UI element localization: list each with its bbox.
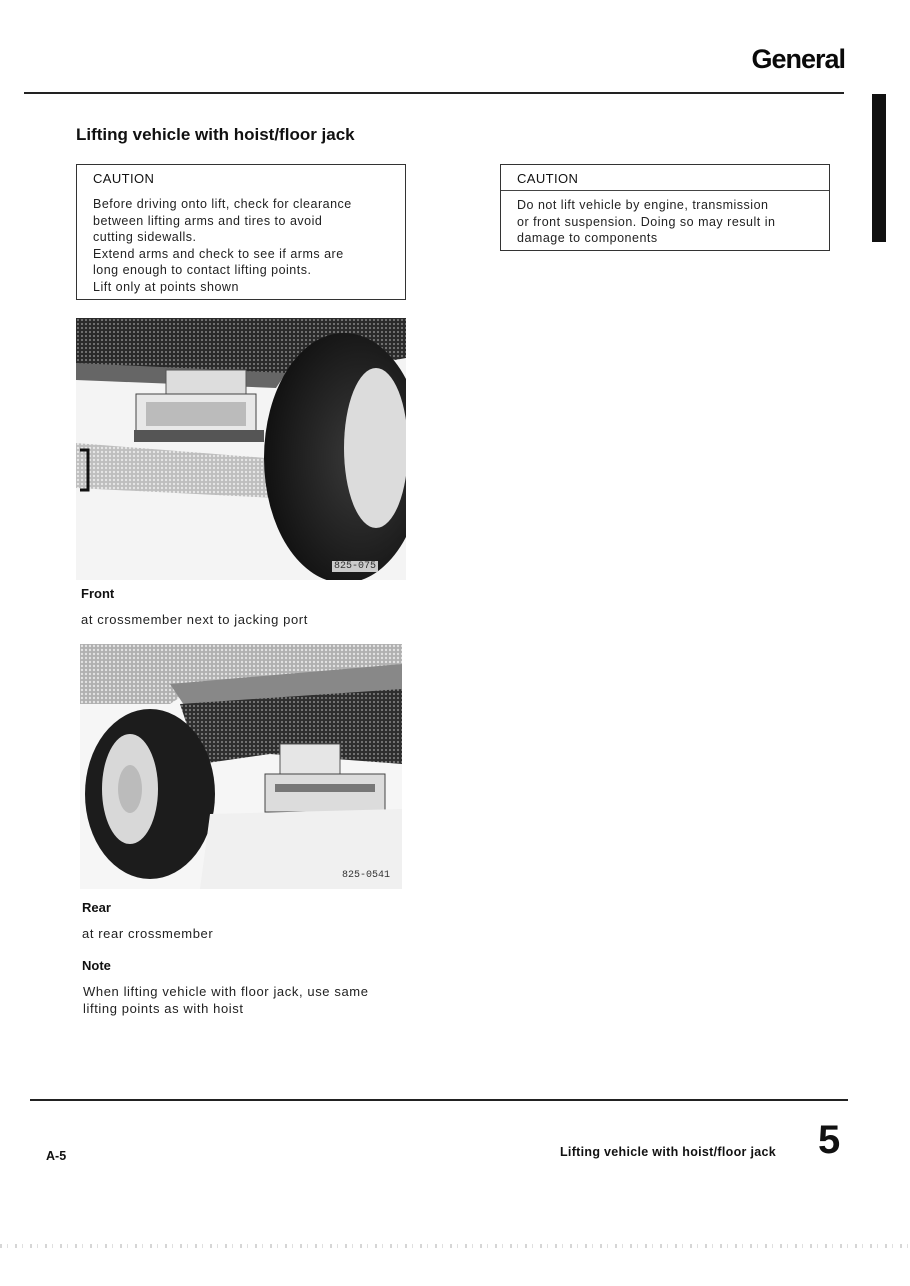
caution-line: cutting sidewalls. [93,230,197,245]
rear-caption-text: at rear crossmember [82,926,214,941]
caution-box-lifting [76,164,406,300]
rear-photo-code: 825-0541 [342,870,391,881]
caution-heading: CAUTION [501,165,829,191]
caution-body [501,191,829,251]
rear-photo-illustration [80,644,402,889]
note-title: Note [82,958,111,973]
front-caption-title: Front [81,586,115,601]
page-header-title: General [751,44,845,74]
rear-lift-point-photo [80,644,402,889]
front-lift-point-photo [76,318,406,580]
note-line: When lifting vehicle with floor jack, use same [83,984,369,999]
caution-line: damage to components [517,231,658,246]
front-photo-code: 825-075 [334,561,377,572]
rear-caption-title: Rear [82,900,111,915]
header-divider [24,92,844,94]
caution-line: Before driving onto lift, check for clearance [93,197,352,211]
front-caption-text: at crossmember next to jacking port [81,612,308,627]
caution-line: Lift only at points shown [93,279,239,294]
footer-divider [30,1099,848,1101]
caution-line: between lifting arms and tires to avoid [93,213,323,228]
caution-line: Extend arms and check to see if arms are [93,246,344,261]
caution-line: or front suspension. Doing so may result in [517,214,776,229]
footer-title: Lifting vehicle with hoist/floor jack [560,1145,776,1159]
note-line: lifting points as with hoist [83,1001,244,1016]
caution-line: Do not lift vehicle by engine, transmission [517,198,769,212]
caution-heading: CAUTION [93,171,155,186]
note-body [83,983,369,1017]
front-photo-illustration [76,318,406,580]
page-number: 5 [818,1118,841,1162]
section-title: Lifting vehicle with hoist/floor jack [76,125,355,144]
section-tab-marker [872,94,886,242]
scan-edge-artifact [0,1244,910,1248]
caution-box-components [500,164,830,251]
caution-line: long enough to contact lifting points. [93,263,312,278]
caution-body [77,190,405,300]
footer-page-ref: A-5 [46,1149,67,1163]
